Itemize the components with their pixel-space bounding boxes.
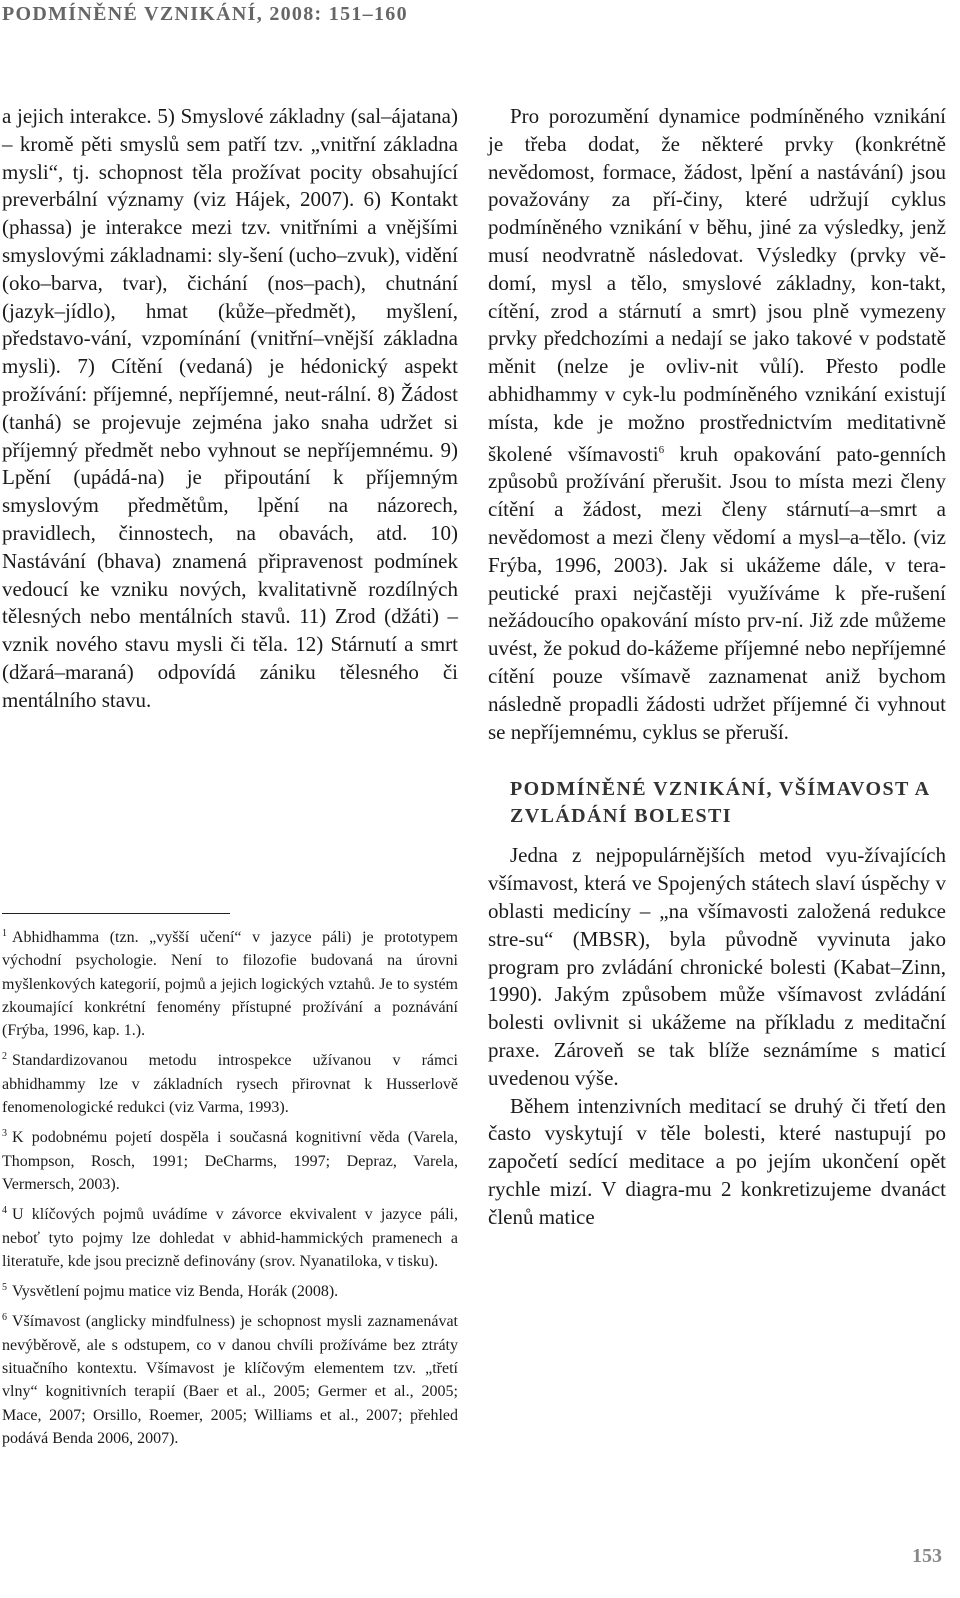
footnote xyxy=(2,1199,458,1273)
footnote xyxy=(2,1276,458,1303)
paragraph-text: Pro porozumění dynamice podmíněného vznikání je třeba dodat, že některé prvky (konkrétně nevědomost, formace, žádost, lpění a nastávání) jsou považovány za pří-činy, které udržují cyklus podmíněného vznikání v běhu, jiné za výsledky, jenž musí neodvratně následovat. Výsledky (prvky vě-domí, mysl a tělo, smyslové základny, kon-takt, cítění, zrod a stárnutí a smrt) jsou plně vymezeny prvky předchozími a nedají se jako takové v podstatě měnit (nelze je ovliv-nit vůlí). Přesto podle abhidhammy v cyk-lu podmíněného vznikání existují místa, kde je možno prostřednictvím meditativně školené všímavosti xyxy=(488,104,946,466)
footnote-text: Standardizovanou metodu introspekce užívanou v rámci abhidhammy lze v základních rysech přirovnat k Husserlově fenomenologické redukci (viz Varma, 1993). xyxy=(2,1052,458,1117)
footnote xyxy=(2,1122,458,1196)
footnote-text: Všímavost (anglicky mindfulness) je schopnost mysli zaznamenávat nevýběrově, ale s odstupem, co v danou chvíli prožíváme bez ztráty situačního kontextu. Všímavost je klíčovým elementem tzv. „třetí vlny“ kognitivních terapií (Baer et al., 2005; Germer et al., 2005; Mace, 2007; Orsillo, Roemer, 2005; Williams et al., 2007; přehled podává Benda 2006, 2007). xyxy=(2,1313,458,1447)
body-paragraph: a jejich interakce. 5) Smyslové základny (sal–ájatana) – kromě pěti smyslů sem patří tzv. „vnitřní základna mysli“, tj. schopnost těla prožívat pocity obsahující preverbální významy (viz Hájek, 2007). 6) Kontakt (phassa) je interakce mezi tzv. vnitřními a vnějšími smyslovými základnami: sly-šení (ucho–zvuk), vidění (oko–barva, tvar), čichání (nos–pach), chutnání (jazyk–jídlo), hmat (kůže–předmět), myšlení, představo-vání, vzpomínání (vnitřní–vnější základna mysli). 7) Cítění (vedaná) je hédonický aspekt prožívání: příjemné, nepříjemné, neut-rální. 8) Žádost (tanhá) se projevuje zejména jako snaha udržet si příjemný předmět nebo vyhnout se nepříjemnému. 9) Lpění (upádá-na) je připoutání k příjemným smyslovým předmětům, lpění na názorech, pravidlech, činnostech, na obavách, atd. 10) Nastávání (bhava) znamená připravenost podmínek vedoucí ke vzniku nových, kvalitativně rozdílných tělesných nebo mentálních stavů. 11) Zrod (džáti) – vznik nového stavu mysli či těla. 12) Stárnutí a smrt (džará–maraná) odpovídá zániku tělesného či mentálního stavu. xyxy=(2,104,458,712)
footnote-text: Abhidhamma (tzn. „vyšší učení“ v jazyce páli) je prototypem východní psychologie. Není to filozofie budovaná na úrovni myšlenkových kategorií, pojmů a jejich logických vztahů. Je to systém zkoumající konkrétní fenomény přístupné prožívání a poznávání (Frýba, 1996, kap. 1.). xyxy=(2,929,458,1040)
page-number: 153 xyxy=(912,1545,942,1567)
footnote-rule xyxy=(2,913,230,914)
footnote-number: 4 xyxy=(2,1205,7,1217)
footnote xyxy=(2,1306,458,1450)
paragraph-text: kruh opakování pato-genních způsobů prožívání přerušit. Jsou to místa mezi členy cítění a žádost, mezi členy stárnutí–a–smrt a nevědomost a mezi členy vědomí a mysl–a–tělo. (viz Frýba, 1996, 2003). Jak si ukážeme dále, v tera-peutické praxi nejčastěji využíváme k pře-rušení nežádoucího opakování místo prv-ní. Již zde můžeme uvést, že pokud do-kážeme příjemné nebo nepříjemné cítění pouze všímavě zaznamenat aniž bychom následně propadli žádosti udržet příjemné či vyhnout se nepříjemnému, cyklus se přeruší. xyxy=(488,441,946,744)
footnote xyxy=(2,1045,458,1119)
footnote-text: Vysvětlení pojmu matice viz Benda, Horák (2008). xyxy=(12,1283,339,1301)
footnote-text: U klíčových pojmů uvádíme v závorce ekvivalent v jazyce páli, neboť tyto pojmy lze dohledat v abhid-hammických pramenech a literatuře, kde jsou precizně definovány (srov. Nyanatiloka, v tisku). xyxy=(2,1206,458,1270)
right-column xyxy=(488,103,946,1231)
footnote-number: 2 xyxy=(2,1051,7,1063)
body-paragraph: Jedna z nejpopulárnějších metod vyu-žívajících všímavost, která ve Spojených státech slaví úspěchy v oblasti medicíny – „na všímavosti založená redukce stre-su“ (MBSR), byla původně vyvinuta jako program pro zvládání chronické bolesti (Kabat–Zinn, 1990). Jakým způsobem může všímavost zvládání bolesti ovlivnit si ukážeme na příkladu z meditační praxe. Zároveň se tak blíže seznámíme s maticí uvedenou výše. xyxy=(488,843,946,1090)
left-column xyxy=(2,103,458,715)
running-head: PODMÍNĚNÉ VZNIKÁNÍ, 2008: 151–160 xyxy=(2,3,408,25)
body-paragraph: Během intenzivních meditací se druhý či třetí den často vyskytují v těle bolesti, které nastupují po započetí sedící meditace a po jejím ukončení opět rychle mizí. V diagra-mu 2 konkretizujeme dvanáct členů matice xyxy=(488,1093,946,1229)
body-paragraph xyxy=(488,103,946,746)
footnote-number: 6 xyxy=(2,1312,7,1324)
footnote-reference: 6 xyxy=(658,443,665,456)
footnote xyxy=(2,922,458,1042)
footnotes xyxy=(2,922,458,1453)
section-heading: PODMÍNĚNÉ VZNIKÁNÍ, VŠÍMAVOST A ZVLÁDÁNÍ BOLESTI xyxy=(510,778,930,828)
footnote-text: K podobnému pojetí dospěla i současná kognitivní věda (Varela, Thompson, Rosch, 1991; DeCharms, 1997; Depraz, Varela, Vermersch, 2003). xyxy=(2,1129,458,1193)
footnote-number: 3 xyxy=(2,1128,7,1140)
footnote-number: 5 xyxy=(2,1282,7,1294)
footnote-number: 1 xyxy=(2,928,7,939)
